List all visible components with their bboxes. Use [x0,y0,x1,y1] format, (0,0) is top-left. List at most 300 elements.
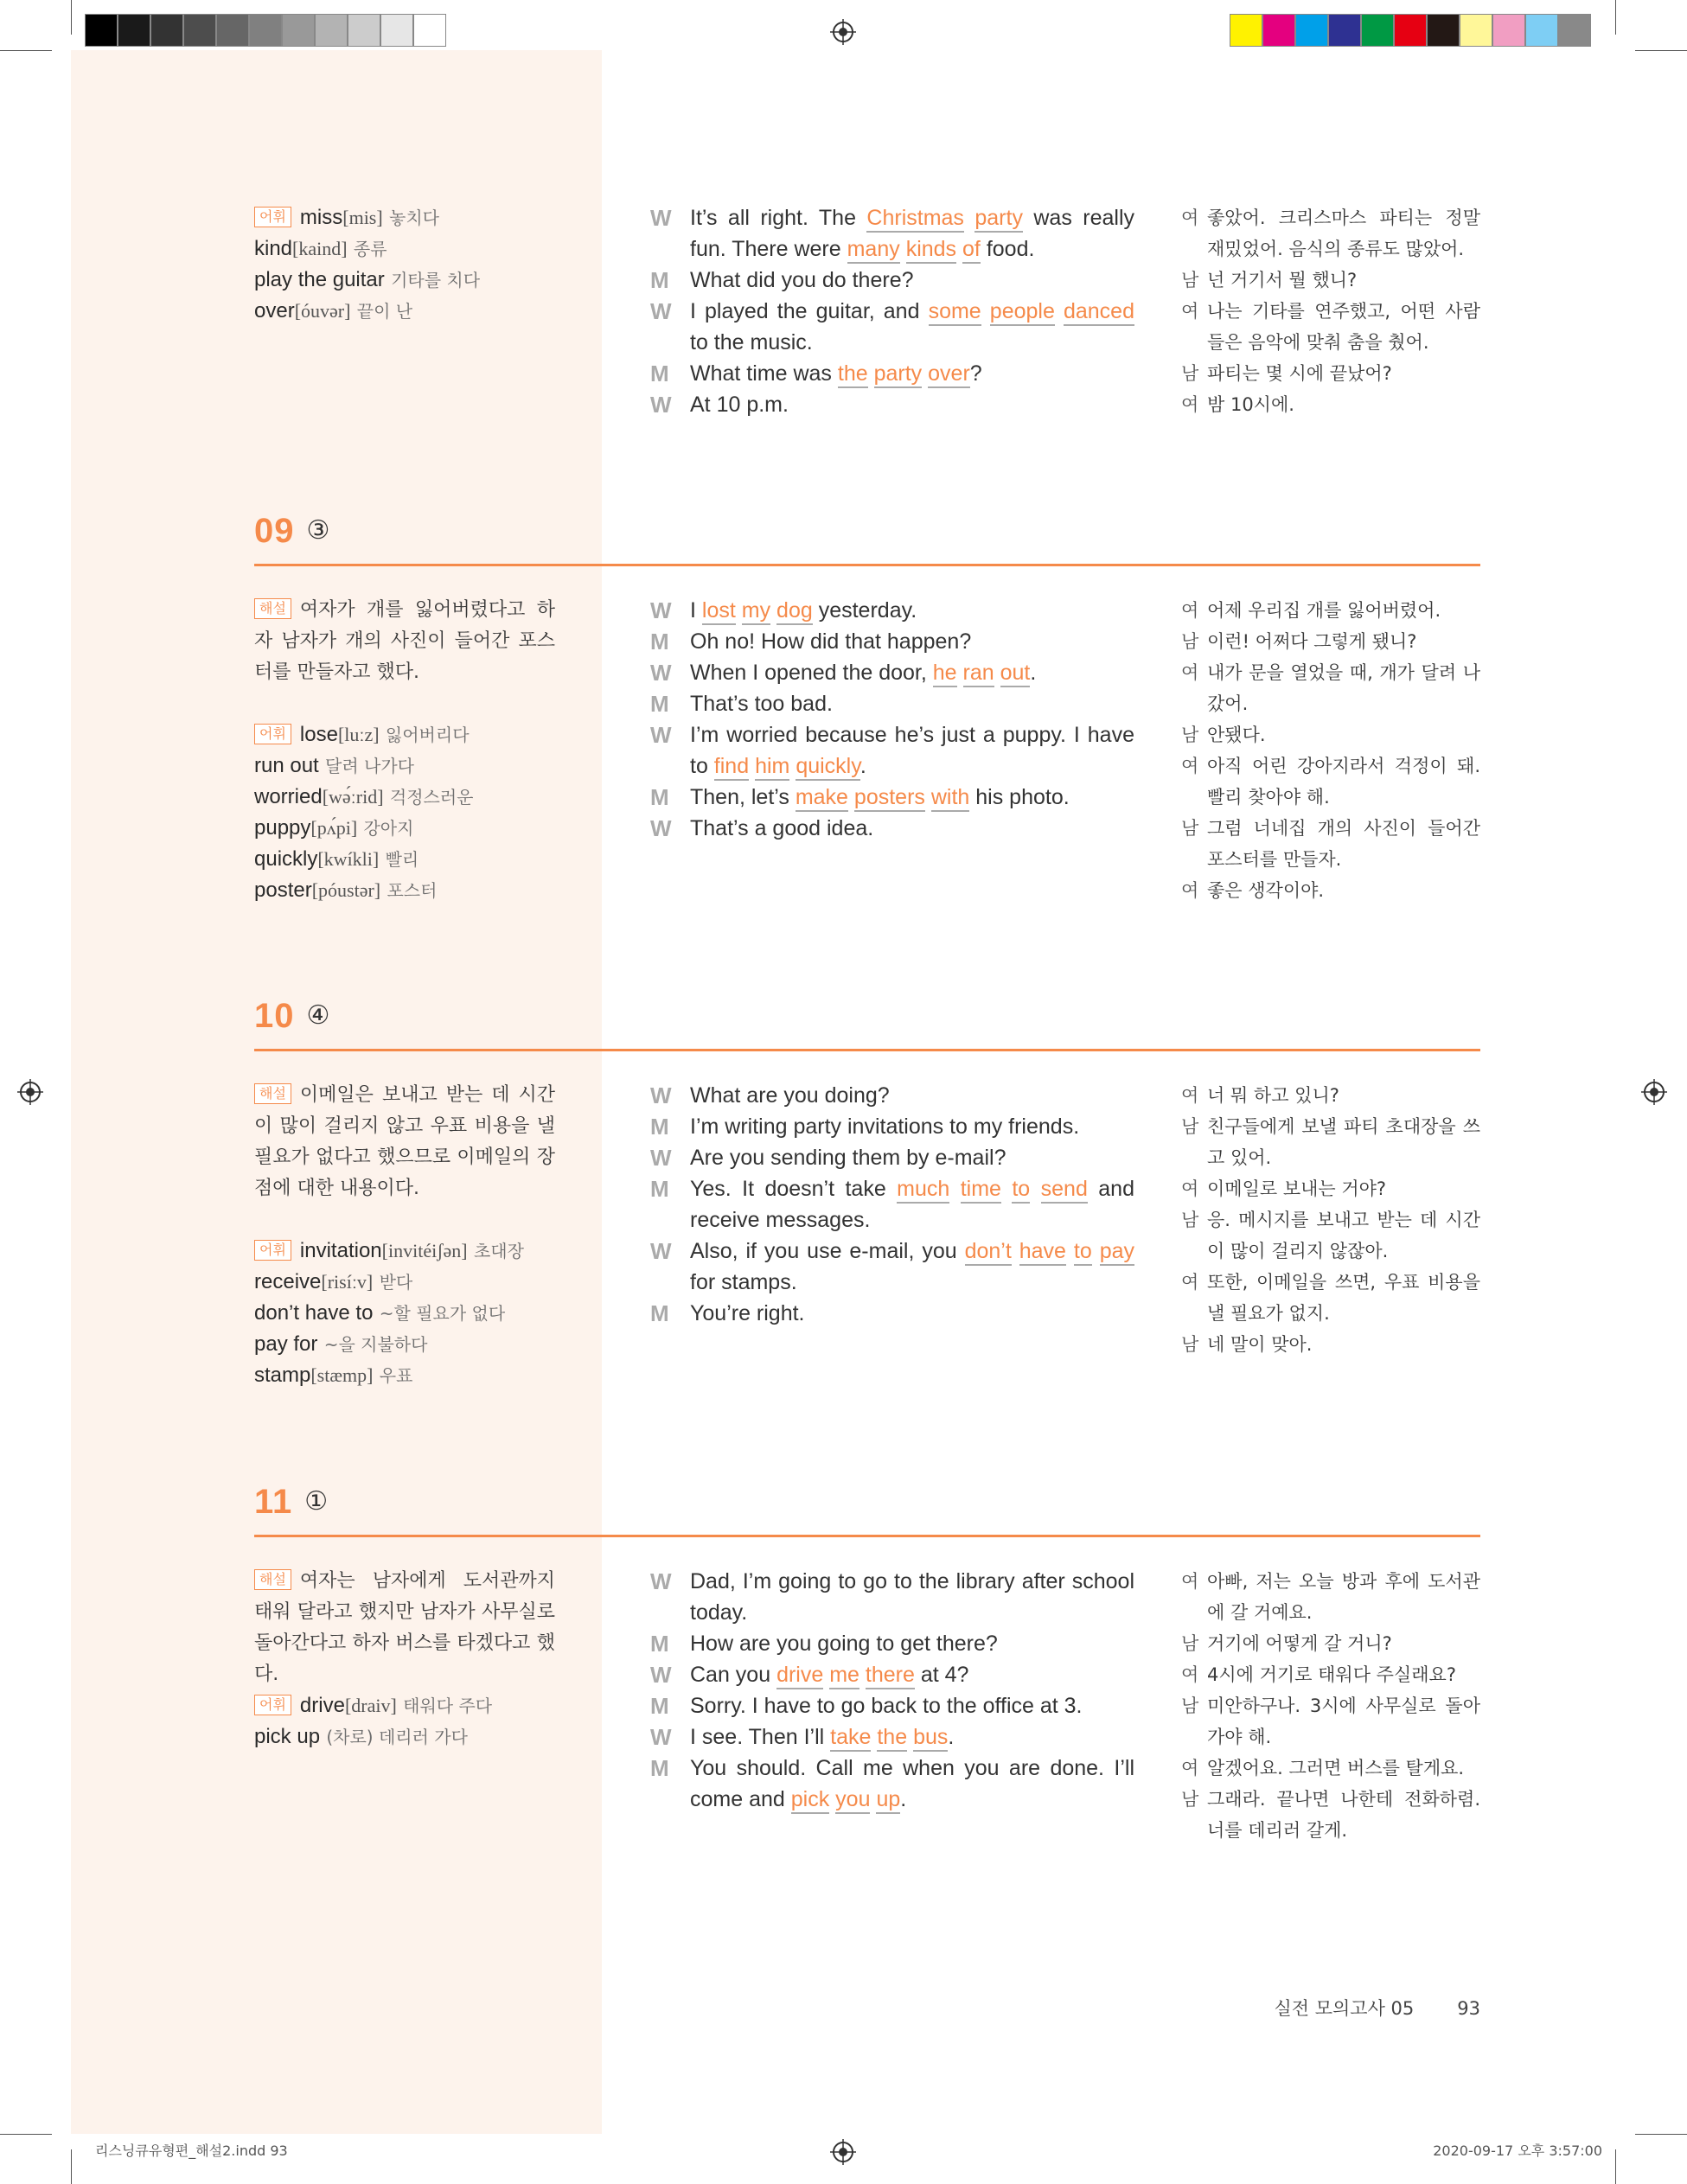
color-swatch [348,14,380,47]
dialogue-text: to the music. [690,330,813,354]
vocab-item [254,1721,574,1753]
speaker-label: 남 [1181,1695,1199,1716]
speaker-label: 여 [1181,756,1199,776]
crop-mark [1635,2134,1687,2135]
dialogue-text: It’s all right. The [690,206,867,230]
dialogue-text: . [900,1787,907,1811]
dialogue-line [650,1753,1134,1815]
answer-blank: time [961,1177,1001,1204]
vocab-meaning: 태워다 주다 [403,1695,493,1716]
dialogue-text: When I opened the door, [690,661,933,685]
color-swatch [1328,14,1361,47]
speaker-label: M [650,1300,669,1326]
translation-text: 응. 메시지를 보내고 받는 데 시간이 많이 걸리지 않잖아. [1207,1210,1480,1261]
dialogue-text: yesterday. [812,598,917,623]
vocab-meaning: 잃어버리다 [385,725,470,745]
translation-q09 [1181,595,1480,906]
dialogue-line [650,1080,1134,1111]
registration-mark-icon [830,2139,856,2165]
vocab-list-q10 [254,1236,574,1391]
speaker-label: W [650,815,672,841]
answer-blank: he [933,661,957,687]
speaker-label: 남 [1181,1789,1199,1810]
dialogue-text: ? [969,361,982,386]
slug-timestamp: 2020-09-17 오후 3:57:00 [1433,2142,1602,2159]
color-swatch [1460,14,1492,47]
speaker-label: W [650,205,672,231]
registration-mark-icon [830,19,856,45]
speaker-label: 여 [1181,208,1199,228]
vocab-item [254,1298,574,1329]
speaker-label: M [650,361,669,386]
dialogue-text: What did you do there? [690,268,914,292]
speaker-label: 남 [1181,363,1199,384]
speaker-label: W [650,298,672,324]
answer-blank: much [897,1177,949,1204]
speaker-label: W [650,597,672,623]
speaker-label: W [650,1662,672,1688]
crop-mark [71,2149,72,2184]
vocab-meaning: 빨리 [385,849,419,870]
dialogue-text: at 4? [914,1663,969,1687]
dialogue-text: That’s a good idea. [690,816,874,840]
vocab-meaning: 걱정스러운 [389,787,474,808]
crop-mark [71,0,72,35]
translation-line [1181,750,1480,813]
answer-blank: my [742,598,770,625]
dialogue-text: Dad, I’m going to go to the library after school today. [690,1569,1134,1625]
vocab-meaning: (차로) 데리러 가다 [326,1727,468,1747]
answer-blank: take [830,1725,871,1752]
speaker-label: M [650,1693,669,1719]
vocab-pron: [kwíkli] [317,848,380,870]
vocab-word: over [254,299,295,322]
explanation-tag: 해설 [254,1083,291,1104]
answer-blank: danced [1064,299,1134,326]
vocab-meaning: 놓치다 [389,208,439,228]
translation-text: 아빠, 저는 오늘 방과 후에 도서관에 갈 거예요. [1207,1571,1480,1623]
color-swatch [413,14,446,47]
translation-line [1181,1080,1480,1111]
translation-text: 너 뭐 하고 있니? [1207,1085,1339,1106]
section-divider [254,1535,1480,1537]
answer-blank: pay [1100,1239,1134,1266]
translation-text: 4시에 거기로 태워다 주실래요? [1207,1664,1456,1685]
answer-blank: many [847,237,900,264]
vocab-word: stamp [254,1363,311,1387]
dialogue-text: Are you sending them by e-mail? [690,1146,1006,1170]
color-swatch [1558,14,1591,47]
vocab-item [254,265,574,296]
translation-text: 파티는 몇 시에 끝났어? [1207,363,1392,384]
vocab-pron: [stæmp] [310,1364,374,1386]
answer-blank: some [929,299,981,326]
translation-text: 이런! 어쩌다 그렇게 됐니? [1207,631,1417,652]
vocab-pron: [draiv] [344,1695,397,1716]
translation-q08 [1181,202,1480,420]
color-swatch [282,14,315,47]
vocab-meaning: 끝이 난 [356,301,413,322]
answer-blank: don’t [965,1239,1012,1266]
speaker-label: W [650,1238,672,1264]
dialogue-text: and receive messages. [690,1177,1134,1232]
answer-blank: send [1041,1177,1088,1204]
dialogue-text: Sorry. I have to go back to the office at 3. [690,1694,1083,1718]
translation-line [1181,719,1480,750]
vocab-pron: [wə́ːrid] [322,786,384,808]
translation-text: 그래라. 끝나면 나한테 전화하렴. 너를 데리러 갈게. [1207,1789,1480,1841]
answer-blank: lost [702,598,736,625]
vocab-word: miss [299,206,343,229]
translation-line [1181,1173,1480,1204]
speaker-label: 남 [1181,725,1199,745]
dialogue-line [650,813,1134,844]
dialogue-line [650,1142,1134,1173]
vocab-item [254,844,574,875]
color-swatch [85,14,118,47]
answer-blank: dog [776,598,813,625]
dialogue-line [650,782,1134,813]
dialogue-text: Yes. It doesn’t take [690,1177,898,1201]
registration-mark-icon [1641,1079,1667,1105]
dialogue-line [650,1173,1134,1236]
vocab-item [254,1329,574,1360]
vocab-item [254,750,574,782]
explanation-tag: 해설 [254,598,291,619]
answer-blank: find [714,754,749,781]
registration-mark-icon [17,1079,43,1105]
speaker-label: W [650,722,672,748]
speaker-label: M [650,267,669,293]
vocab-meaning: ~을 지불하다 [323,1334,428,1355]
dialogue-line [650,1566,1134,1628]
color-swatch [1525,14,1558,47]
color-swatch [183,14,216,47]
vocab-word: run out [254,754,319,777]
translation-text: 좋았어. 크리스마스 파티는 정말 재밌었어. 음식의 종류도 많았어. [1207,208,1480,259]
translation-line [1181,358,1480,389]
vocab-pron: [póustər] [311,879,381,901]
dialogue-text: his photo. [969,785,1070,809]
page-number: 93 [1457,1998,1480,2019]
dialogue-line [650,389,1134,420]
dialogue-line [650,1628,1134,1659]
explanation-text: 여자가 개를 잃어버렸다고 하자 남자가 개의 사진이 들어간 포스터를 만들자고 했다. [254,599,555,683]
vocab-item [254,1690,574,1721]
dialogue-q08 [650,202,1134,420]
answer-blank: party [974,206,1023,233]
dialogue-line [650,1298,1134,1329]
answer-blank: to [1074,1239,1092,1266]
speaker-label: M [650,691,669,717]
translation-line [1181,265,1480,296]
color-swatch [216,14,249,47]
question-number: 10 [254,997,295,1035]
dialogue-text: food. [980,237,1035,261]
vocab-list-q08 [254,202,574,327]
vocab-item [254,813,574,844]
section-label: 실전 모의고사 05 [1274,1998,1415,2019]
grayscale-color-bar [85,14,446,47]
dialogue-text: for stamps. [690,1270,797,1294]
dialogue-line [650,1659,1134,1690]
vocab-meaning: 강아지 [363,818,414,839]
dialogue-text: How are you going to get there? [690,1632,998,1656]
vocab-item [254,782,574,813]
question-number: 11 [254,1483,293,1521]
translation-line [1181,626,1480,657]
speaker-label: 남 [1181,1210,1199,1230]
dialogue-text: What time was [690,361,838,386]
answer-blank: to [1012,1177,1030,1204]
answer-blank: you [835,1787,870,1814]
answer-blank: have [1019,1239,1066,1266]
translation-line [1181,1628,1480,1659]
answer-blank: out [1000,661,1031,687]
translation-text: 나는 기타를 연주했고, 어떤 사람들은 음악에 맞춰 춤을 췄어. [1207,301,1480,353]
translation-text: 밤 10시에. [1207,394,1294,415]
explanation-text: 이메일은 보내고 받는 데 시간이 많이 걸리지 않고 우표 비용을 낼 필요가 없다고 했으므로 이메일의 장점에 대한 내용이다. [254,1084,555,1199]
vocab-item [254,875,574,906]
explanation-q11 [254,1566,555,1690]
translation-text: 안됐다. [1207,725,1266,745]
vocab-item [254,202,574,233]
answer-blank: up [876,1787,900,1814]
answer-blank: with [931,785,969,812]
dialogue-line [650,1236,1134,1298]
translation-text: 친구들에게 보낼 파티 초대장을 쓰고 있어. [1207,1116,1480,1168]
vocab-tag: 어휘 [254,207,291,227]
crop-mark [1615,0,1616,35]
vocab-item [254,1360,574,1391]
translation-q11 [1181,1566,1480,1846]
translation-text: 거기에 어떻게 갈 거니? [1207,1633,1392,1654]
crop-mark [0,50,52,51]
dialogue-line [650,265,1134,296]
speaker-label: 남 [1181,1633,1199,1654]
vocab-item [254,719,574,750]
answer-blank: drive [776,1663,823,1689]
speaker-label: 남 [1181,1116,1199,1137]
color-swatch [1262,14,1295,47]
speaker-label: 여 [1181,394,1199,415]
translation-text: 이메일로 보내는 거야? [1207,1178,1387,1199]
page-footer [1274,1995,1480,2021]
dialogue-text: What are you doing? [690,1083,890,1108]
dialogue-line [650,657,1134,688]
speaker-label: M [650,1176,669,1202]
dialogue-line [650,1721,1134,1753]
speaker-label: W [650,1724,672,1750]
explanation-q09 [254,595,555,688]
vocab-meaning: 종류 [353,239,387,259]
vocab-list-q11 [254,1690,574,1753]
dialogue-text: Oh no! How did that happen? [690,629,972,654]
color-swatch [380,14,413,47]
color-swatch [1427,14,1460,47]
vocab-tag: 어휘 [254,1695,291,1715]
translation-text: 그럼 너네집 개의 사진이 들어간 포스터를 만들자. [1207,818,1480,870]
vocab-pron: [pʌ́pi] [310,817,358,839]
vocab-pron: [invitéiʃən] [381,1240,468,1261]
color-swatch [1492,14,1525,47]
vocab-meaning: 받다 [379,1272,413,1293]
slug-file-info: 리스닝큐유형편_해설2.indd 93 [95,2142,288,2159]
dialogue-text: Can you [690,1663,777,1687]
answer-blank: make [796,785,848,812]
vocab-tag: 어휘 [254,724,291,744]
translation-text: 아직 어린 강아지라서 걱정이 돼. 빨리 찾아야 해. [1207,756,1480,808]
vocab-word: kind [254,237,293,260]
vocab-word: invitation [299,1239,382,1262]
vocab-word: receive [254,1270,322,1293]
vocab-item [254,233,574,265]
dialogue-line [650,296,1134,358]
speaker-label: 남 [1181,818,1199,839]
dialogue-line [650,1690,1134,1721]
explanation-text: 여자는 남자에게 도서관까지 태워 달라고 했지만 남자가 사무실로 돌아간다고 하자 버스를 타겠다고 했다. [254,1570,555,1685]
dialogue-text: . [948,1725,955,1749]
translation-line [1181,813,1480,875]
speaker-label: W [650,660,672,686]
dialogue-line [650,719,1134,782]
question-number: 09 [254,512,295,550]
dialogue-q09 [650,595,1134,844]
vocab-word: don’t have to [254,1301,374,1325]
dialogue-text: I see. Then I’ll [690,1725,831,1749]
vocab-item [254,1267,574,1298]
question-header-11 [254,1483,328,1522]
vocab-word: worried [254,785,323,808]
question-header-09 [254,512,329,551]
vocab-item [254,1236,574,1267]
speaker-label: 남 [1181,270,1199,291]
translation-line [1181,1690,1480,1753]
speaker-label: 여 [1181,1664,1199,1685]
translation-line [1181,1111,1480,1173]
dialogue-line [650,202,1134,265]
dialogue-text: I played the guitar, and [690,299,929,323]
crop-mark [1615,2149,1616,2184]
color-swatch [1295,14,1328,47]
translation-text: 내가 문을 열었을 때, 개가 달려 나갔어. [1207,662,1480,714]
speaker-label: 여 [1181,1085,1199,1106]
translation-line [1181,202,1480,265]
vocab-word: lose [299,723,338,746]
vocab-word: puppy [254,816,311,840]
speaker-label: 여 [1181,1272,1199,1293]
cmyk-color-bar [1230,14,1591,47]
vocab-word: quickly [254,847,318,871]
translation-line [1181,657,1480,719]
answer-choice: ① [304,1486,329,1517]
dialogue-text: You’re right. [690,1301,805,1325]
answer-blank: bus [913,1725,948,1752]
answer-blank: posters [854,785,925,812]
dialogue-text: . [1030,661,1037,685]
answer-choice: ③ [306,515,330,546]
translation-text: 미안하구나. 3시에 사무실로 돌아가야 해. [1207,1695,1480,1747]
color-swatch [118,14,150,47]
speaker-label: 남 [1181,1334,1199,1355]
speaker-label: W [650,1145,672,1171]
dialogue-line [650,595,1134,626]
vocab-word: pick up [254,1725,321,1748]
vocab-meaning: 초대장 [473,1241,524,1261]
color-swatch [315,14,348,47]
translation-text: 또한, 이메일을 쓰면, 우표 비용을 낼 필요가 없지. [1207,1272,1480,1324]
vocab-meaning: ~할 필요가 없다 [379,1303,506,1324]
dialogue-text: was really fun. There were [690,206,1134,261]
speaker-label: W [650,1568,672,1594]
speaker-label: W [650,1082,672,1108]
translation-text: 어제 우리집 개를 잃어버렸어. [1207,600,1441,621]
answer-blank: kinds [906,237,956,264]
question-header-10 [254,997,329,1036]
translation-line [1181,1753,1480,1784]
answer-blank: the [877,1725,907,1752]
speaker-label: 여 [1181,1571,1199,1592]
vocab-word: play the guitar [254,268,385,291]
answer-blank: him [755,754,789,781]
vocab-meaning: 기타를 치다 [391,270,481,291]
dialogue-q11 [650,1566,1134,1815]
translation-line [1181,1329,1480,1360]
vocab-list-q09 [254,719,574,906]
speaker-label: M [650,1114,669,1140]
vocab-word: pay for [254,1332,318,1356]
answer-blank: there [866,1663,915,1689]
crop-mark [1635,50,1687,51]
color-swatch [1230,14,1262,47]
vocab-meaning: 포스터 [387,880,438,901]
vocab-pron: [kaind] [292,238,348,259]
translation-q10 [1181,1080,1480,1360]
translation-line [1181,296,1480,358]
translation-line [1181,1784,1480,1846]
translation-line [1181,1659,1480,1690]
vocab-pron: [luːz] [337,724,380,745]
color-swatch [249,14,282,47]
speaker-label: 여 [1181,600,1199,621]
answer-blank: people [990,299,1055,326]
translation-text: 좋은 생각이야. [1207,880,1325,901]
answer-blank: the [838,361,868,388]
dialogue-text: Also, if you use e-mail, you [690,1239,965,1263]
translation-line [1181,1267,1480,1329]
answer-blank: party [874,361,923,388]
translation-line [1181,1204,1480,1267]
answer-blank: me [829,1663,859,1689]
vocab-word: drive [299,1694,345,1717]
dialogue-text: I’m worried because he’s just a puppy. I have to [690,723,1134,778]
speaker-label: 여 [1181,1178,1199,1199]
section-divider [254,564,1480,566]
answer-blank: ran [963,661,994,687]
speaker-label: M [650,1755,669,1781]
color-swatch [1394,14,1427,47]
speaker-label: 여 [1181,301,1199,322]
dialogue-text: . [859,754,866,778]
answer-blank: pick [791,1787,829,1814]
speaker-label: M [650,1631,669,1657]
translation-text: 넌 거기서 뭘 했니? [1207,270,1358,291]
dialogue-text: I [690,598,702,623]
dialogue-line [650,626,1134,657]
answer-choice: ④ [306,1000,330,1031]
speaker-label: 남 [1181,631,1199,652]
dialogue-text: You should. Call me when you are done. I’ll come and [690,1756,1134,1811]
